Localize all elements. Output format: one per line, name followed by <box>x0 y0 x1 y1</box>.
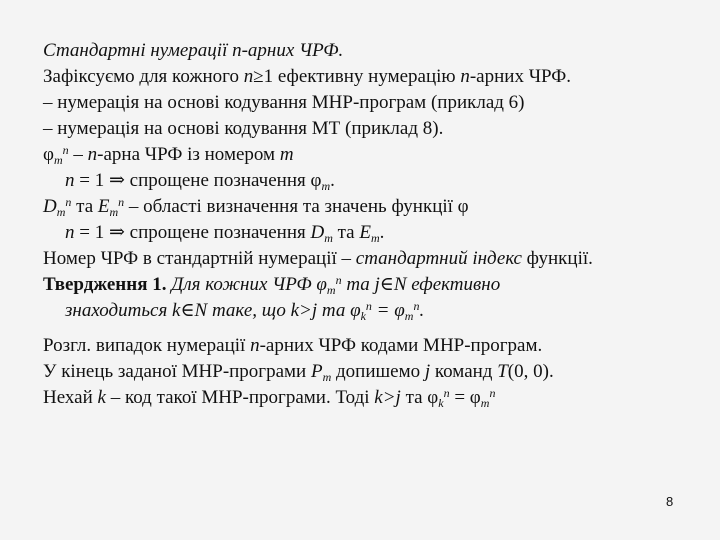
text: = φ <box>449 387 481 408</box>
text-line-11 <box>43 333 703 359</box>
text-line-1 <box>43 64 703 90</box>
text: знаходиться k∈N таке, що k>j та φ <box>65 300 361 321</box>
text: Зафіксуємо для кожного <box>43 66 244 87</box>
text: та <box>332 222 360 243</box>
text: Нехай <box>43 387 98 408</box>
text: = 1 ⇒ спрощене позначення <box>74 170 311 191</box>
text: – <box>68 144 88 165</box>
text: -арна ЧРФ із номером <box>97 144 280 165</box>
var-D: D <box>43 196 57 217</box>
text: та j∈N ефективно <box>341 274 501 295</box>
text-line-13 <box>43 385 703 411</box>
var-E: E <box>359 222 371 243</box>
text: функції. <box>521 248 593 269</box>
subscript-m: m <box>53 153 63 167</box>
subscript-m: m <box>404 309 414 323</box>
var-T: T <box>497 361 508 382</box>
var-n: n <box>65 170 75 191</box>
text: Розгл. випадок нумерації <box>43 335 251 356</box>
subscript-k: k <box>438 396 444 410</box>
text: . <box>330 170 335 191</box>
text: У кінець заданої МНР-програми <box>43 361 311 382</box>
superscript-n: n <box>443 386 450 400</box>
var-E: E <box>97 196 110 217</box>
superscript-n: n <box>489 386 496 400</box>
text-line-7 <box>43 220 703 246</box>
page-number: 8 <box>666 494 674 509</box>
slide-content <box>43 38 703 411</box>
var-n: n <box>65 222 75 243</box>
text-line-4 <box>43 142 703 168</box>
text: = 1 ⇒ спрощене позначення <box>74 222 311 243</box>
var-m: m <box>279 144 294 165</box>
text: -арних ЧРФ кодами МНР-програм. <box>259 335 543 356</box>
subscript-k: k <box>360 309 366 323</box>
var-n: n <box>243 66 254 87</box>
subscript-m: m <box>324 231 333 245</box>
text: (0, 0). <box>507 361 554 382</box>
text: та <box>71 196 98 217</box>
var-D: D <box>310 222 325 243</box>
text: -арних ЧРФ. <box>469 66 572 87</box>
text: ≥1 ефективну нумерацію <box>253 66 461 87</box>
var-j: j <box>424 361 431 382</box>
emphasis-term: стандартний індекс <box>355 248 522 269</box>
text-line-12 <box>43 359 703 385</box>
text: . <box>379 222 385 243</box>
inequality: k>j <box>374 387 401 408</box>
var-n: n <box>87 144 98 165</box>
superscript-n: n <box>335 273 342 287</box>
text: допишемо <box>331 361 425 382</box>
subscript-m: m <box>326 283 336 297</box>
subscript-m: m <box>321 179 331 193</box>
superscript-n: n <box>65 195 72 209</box>
subscript-m: m <box>480 396 490 410</box>
text: = φ <box>371 300 405 321</box>
superscript-n: n <box>413 299 420 313</box>
text: – області визначення та значень функції φ <box>124 196 469 217</box>
statement-line-1 <box>43 272 703 298</box>
phi-symbol: φ <box>310 170 322 191</box>
text: Номер ЧРФ в стандартній нумерації – <box>43 248 356 269</box>
text-line-3: – нумерація на основі кодування МТ (приклад 8). <box>43 118 444 139</box>
slide-title: Стандартні нумерації n-арних ЧРФ. <box>43 40 344 61</box>
superscript-n: n <box>365 299 372 313</box>
superscript-n: n <box>62 143 69 157</box>
var-n: n <box>460 66 470 87</box>
text: – код такої МНР-програми. Тоді <box>105 387 375 408</box>
text-line-6 <box>43 194 703 220</box>
phi-symbol: φ <box>43 144 54 165</box>
text-line-2: – нумерація на основі кодування МНР-програм (приклад 6) <box>43 92 525 113</box>
text-line-5 <box>43 168 703 194</box>
subscript-m: m <box>370 231 380 245</box>
text: . <box>419 300 425 321</box>
statement-label: Твердження 1. <box>43 274 167 295</box>
statement-line-2 <box>43 298 703 324</box>
text: та φ <box>400 387 439 408</box>
var-n: n <box>250 335 260 356</box>
var-P: P <box>310 361 323 382</box>
text-line-8 <box>43 246 703 272</box>
text: Для кожних ЧРФ φ <box>166 274 327 295</box>
subscript-m: m <box>109 205 119 219</box>
subscript-m: m <box>56 205 66 219</box>
text: команд <box>430 361 498 382</box>
superscript-n: n <box>118 195 125 209</box>
var-k: k <box>97 387 106 408</box>
subscript-m: m <box>322 370 332 384</box>
